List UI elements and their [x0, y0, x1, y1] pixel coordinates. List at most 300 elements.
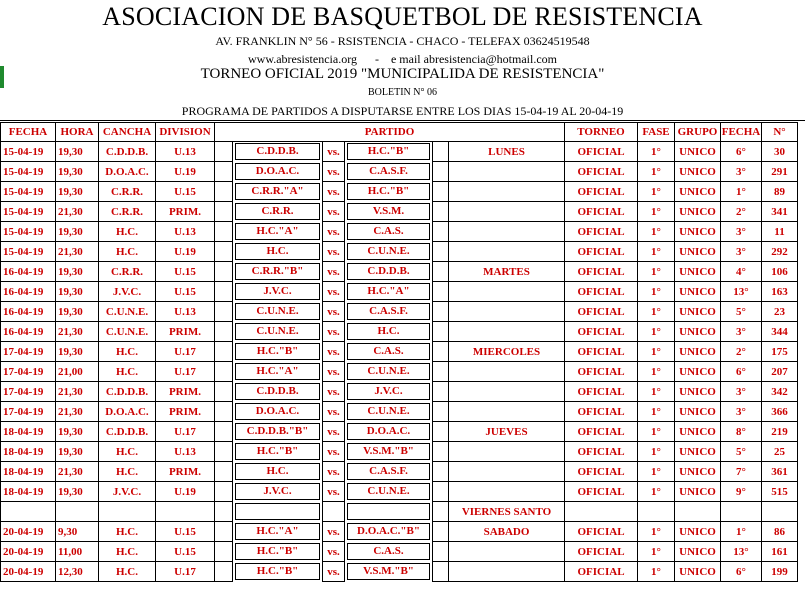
- cell-gap: [215, 382, 233, 402]
- cell-fecha-num: 3°: [721, 402, 762, 422]
- cell-local: [233, 462, 323, 482]
- cell-torneo: OFICIAL: [565, 522, 638, 542]
- cell-fecha-num: 2°: [721, 342, 762, 362]
- cell-fecha: 18-04-19: [1, 442, 56, 462]
- cell-grupo: UNICO: [675, 402, 721, 422]
- cell-division: U.13: [156, 222, 215, 242]
- col-division: DIVISION: [156, 123, 215, 142]
- cell-gap: [433, 362, 449, 382]
- cell-division: U.15: [156, 522, 215, 542]
- cell-fecha: 17-04-19: [1, 382, 56, 402]
- cell-division: U.17: [156, 362, 215, 382]
- cell-local: [233, 542, 323, 562]
- cell-hora: 21,00: [56, 362, 99, 382]
- cell-hora: 19,30: [56, 282, 99, 302]
- cell-torneo: OFICIAL: [565, 222, 638, 242]
- table-row: [1, 502, 798, 522]
- cell-gap: [433, 182, 449, 202]
- cell-cancha: J.V.C.: [99, 282, 156, 302]
- cell-local-text: H.C."B": [235, 563, 320, 580]
- table-row: [1, 282, 798, 302]
- cell-local-text: C.R.R."A": [235, 183, 320, 200]
- cell-numero: 23: [762, 302, 798, 322]
- cell-fase: 1°: [638, 422, 675, 442]
- cell-vs: vs.: [323, 342, 345, 362]
- table-row: [1, 362, 798, 382]
- cell-torneo: OFICIAL: [565, 162, 638, 182]
- cell-local-text: J.V.C.: [235, 283, 320, 300]
- cell-fecha-num: 5°: [721, 302, 762, 322]
- cell-visita-text: C.A.S.: [347, 543, 430, 560]
- table-row: [1, 562, 798, 582]
- cell-visita-text: C.U.N.E.: [347, 363, 430, 380]
- cell-fecha-num: 6°: [721, 562, 762, 582]
- cell-gap: [215, 342, 233, 362]
- cell-visita-text: C.A.S.F.: [347, 303, 430, 320]
- table-row: [1, 182, 798, 202]
- cell-gap: [215, 542, 233, 562]
- cell-fecha: 15-04-19: [1, 222, 56, 242]
- cell-division: U.19: [156, 242, 215, 262]
- cell-numero: 106: [762, 262, 798, 282]
- table-row: [1, 382, 798, 402]
- table-row: [1, 142, 798, 162]
- cell-local-text: C.U.N.E.: [235, 323, 320, 340]
- cell-hora: 21,30: [56, 382, 99, 402]
- cell-fecha-num: 6°: [721, 362, 762, 382]
- bulletin-number: BOLETIN N° 06: [368, 87, 437, 98]
- cell-hora: 19,30: [56, 162, 99, 182]
- cell-hora: 19,30: [56, 262, 99, 282]
- cell-gap: [215, 162, 233, 182]
- cell-local: [233, 402, 323, 422]
- cell-fase: 1°: [638, 462, 675, 482]
- cell-hora: 19,30: [56, 222, 99, 242]
- cell-fecha-num: 6°: [721, 142, 762, 162]
- cell-torneo: OFICIAL: [565, 142, 638, 162]
- cell-visita: [345, 142, 433, 162]
- cell-grupo: UNICO: [675, 222, 721, 242]
- cell-fecha: 16-04-19: [1, 322, 56, 342]
- table-row: [1, 422, 798, 442]
- cell-visita: [345, 542, 433, 562]
- cell-torneo: OFICIAL: [565, 362, 638, 382]
- cell-grupo: UNICO: [675, 322, 721, 342]
- cell-dia: SABADO: [449, 522, 565, 542]
- cell-local-text: C.R.R.: [235, 203, 320, 220]
- cell-division: U.13: [156, 142, 215, 162]
- cell-gap: [433, 162, 449, 182]
- cell-division: U.15: [156, 262, 215, 282]
- cell-vs: vs.: [323, 142, 345, 162]
- cell-fecha-num: 3°: [721, 162, 762, 182]
- cell-dia: [449, 182, 565, 202]
- cell-gap: [433, 302, 449, 322]
- cell-fase: 1°: [638, 202, 675, 222]
- cell-hora: 21,30: [56, 402, 99, 422]
- cell-hora: 19,30: [56, 142, 99, 162]
- cell-visita: [345, 362, 433, 382]
- cell-division: PRIM.: [156, 202, 215, 222]
- cell-grupo: UNICO: [675, 562, 721, 582]
- cell-division: U.19: [156, 482, 215, 502]
- cell-torneo: OFICIAL: [565, 242, 638, 262]
- cell-vs: vs.: [323, 242, 345, 262]
- cell-cancha: H.C.: [99, 342, 156, 362]
- cell-division: U.19: [156, 162, 215, 182]
- cell-gap: [215, 502, 233, 522]
- cell-visita: [345, 302, 433, 322]
- cell-fecha: 20-04-19: [1, 522, 56, 542]
- cell-grupo: UNICO: [675, 242, 721, 262]
- cell-torneo: OFICIAL: [565, 302, 638, 322]
- cell-local: [233, 222, 323, 242]
- cell-gap: [433, 462, 449, 482]
- cell-gap: [215, 562, 233, 582]
- table-row: [1, 302, 798, 322]
- cell-torneo: [565, 502, 638, 522]
- cell-numero: 361: [762, 462, 798, 482]
- cell-dia: [449, 462, 565, 482]
- cell-visita: [345, 222, 433, 242]
- cell-local: [233, 422, 323, 442]
- cell-fase: 1°: [638, 262, 675, 282]
- cell-gap: [433, 322, 449, 342]
- cell-hora: 21,30: [56, 322, 99, 342]
- cell-gap: [433, 522, 449, 542]
- cell-hora: 21,30: [56, 202, 99, 222]
- program-title: PROGRAMA DE PARTIDOS A DISPUTARSE ENTRE LOS DIAS 15-04-19 AL 20-04-19: [181, 104, 624, 118]
- col-fase: FASE: [638, 123, 675, 142]
- cell-grupo: UNICO: [675, 282, 721, 302]
- cell-cancha: D.O.A.C.: [99, 162, 156, 182]
- cell-gap: [433, 442, 449, 462]
- cell-vs: vs.: [323, 402, 345, 422]
- cell-dia: MARTES: [449, 262, 565, 282]
- cell-gap: [215, 362, 233, 382]
- cell-fecha: 18-04-19: [1, 482, 56, 502]
- cell-vs: vs.: [323, 302, 345, 322]
- cell-numero: 30: [762, 142, 798, 162]
- cell-grupo: UNICO: [675, 302, 721, 322]
- cell-local: [233, 262, 323, 282]
- cell-visita-text: C.U.N.E.: [347, 483, 430, 500]
- cell-local-text: C.R.R."B": [235, 263, 320, 280]
- cell-division: U.17: [156, 562, 215, 582]
- col-cancha: CANCHA: [99, 123, 156, 142]
- cell-local-text: H.C."A": [235, 223, 320, 240]
- cell-numero: 86: [762, 522, 798, 542]
- cell-fase: 1°: [638, 222, 675, 242]
- cell-visita-text: V.S.M."B": [347, 443, 430, 460]
- cell-visita: [345, 262, 433, 282]
- col-partido: PARTIDO: [215, 123, 565, 142]
- cell-local: [233, 182, 323, 202]
- cell-gap: [433, 142, 449, 162]
- cell-visita-text: C.U.N.E.: [347, 243, 430, 260]
- cell-visita: [345, 562, 433, 582]
- table-row: [1, 482, 798, 502]
- cell-vs: vs.: [323, 162, 345, 182]
- cell-gap: [215, 142, 233, 162]
- cell-fecha: 20-04-19: [1, 562, 56, 582]
- cell-local: [233, 282, 323, 302]
- cell-vs: vs.: [323, 462, 345, 482]
- header-divider: [0, 120, 805, 121]
- cell-fecha: 15-04-19: [1, 142, 56, 162]
- cell-fecha: 15-04-19: [1, 162, 56, 182]
- cell-hora: 19,30: [56, 482, 99, 502]
- table-row: [1, 162, 798, 182]
- website: www.abresistencia.org: [248, 52, 357, 66]
- cell-grupo: UNICO: [675, 162, 721, 182]
- table-row: [1, 322, 798, 342]
- cell-visita: [345, 462, 433, 482]
- cell-local-text: H.C."A": [235, 363, 320, 380]
- cell-fecha-num: 3°: [721, 222, 762, 242]
- cell-fecha: 15-04-19: [1, 242, 56, 262]
- cell-fase: 1°: [638, 542, 675, 562]
- cell-dia: VIERNES SANTO: [449, 502, 565, 522]
- cell-cancha: H.C.: [99, 362, 156, 382]
- cell-dia: [449, 362, 565, 382]
- cell-fase: 1°: [638, 482, 675, 502]
- table-row: [1, 202, 798, 222]
- table-header-row: [1, 123, 798, 142]
- cell-grupo: UNICO: [675, 462, 721, 482]
- cell-local: [233, 202, 323, 222]
- cell-visita-text: H.C."A": [347, 283, 430, 300]
- cell-visita: [345, 502, 433, 522]
- cell-local-text: J.V.C.: [235, 483, 320, 500]
- table-row: [1, 222, 798, 242]
- cell-local-text: H.C."B": [235, 443, 320, 460]
- cell-division: U.13: [156, 302, 215, 322]
- cell-visita-text: H.C.: [347, 323, 430, 340]
- cell-local-text: C.D.D.B."B": [235, 423, 320, 440]
- cell-local-text: H.C.: [235, 243, 320, 260]
- address-line: AV. FRANKLIN N° 56 - RSISTENCIA - CHACO - TELEFAX 03624519548: [215, 34, 590, 48]
- cell-visita: [345, 242, 433, 262]
- cell-hora: [56, 502, 99, 522]
- cell-cancha: C.U.N.E.: [99, 322, 156, 342]
- cell-dia: [449, 322, 565, 342]
- cell-vs: vs.: [323, 542, 345, 562]
- cell-fase: 1°: [638, 522, 675, 542]
- cell-vs: vs.: [323, 522, 345, 542]
- table-row: [1, 522, 798, 542]
- cell-visita-text: C.A.S.F.: [347, 163, 430, 180]
- cell-gap: [215, 322, 233, 342]
- cell-gap: [433, 542, 449, 562]
- cell-gap: [433, 242, 449, 262]
- cell-torneo: OFICIAL: [565, 262, 638, 282]
- table-row: [1, 342, 798, 362]
- table-row: [1, 262, 798, 282]
- cell-vs: vs.: [323, 482, 345, 502]
- cell-grupo: UNICO: [675, 442, 721, 462]
- cell-vs: vs.: [323, 382, 345, 402]
- cell-numero: 515: [762, 482, 798, 502]
- cell-visita: [345, 382, 433, 402]
- cell-gap: [215, 302, 233, 322]
- cell-fecha: [1, 502, 56, 522]
- cell-visita-text: C.D.D.B.: [347, 263, 430, 280]
- cell-numero: 89: [762, 182, 798, 202]
- cell-gap: [215, 442, 233, 462]
- cell-local-text: C.D.D.B.: [235, 383, 320, 400]
- cell-gap: [215, 422, 233, 442]
- cell-local: [233, 522, 323, 542]
- cell-fase: 1°: [638, 442, 675, 462]
- cell-vs: vs.: [323, 282, 345, 302]
- cell-numero: 163: [762, 282, 798, 302]
- cell-gap: [433, 222, 449, 242]
- cell-dia: [449, 302, 565, 322]
- cell-grupo: UNICO: [675, 422, 721, 442]
- cell-fecha-num: 9°: [721, 482, 762, 502]
- cell-division: U.17: [156, 422, 215, 442]
- cell-visita: [345, 422, 433, 442]
- cell-numero: 207: [762, 362, 798, 382]
- cell-cancha: C.U.N.E.: [99, 302, 156, 322]
- cell-local: [233, 242, 323, 262]
- cell-dia: [449, 222, 565, 242]
- table-row: [1, 442, 798, 462]
- document-title: ASOCIACION DE BASQUETBOL DE RESISTENCIA: [102, 2, 703, 31]
- cell-numero: 161: [762, 542, 798, 562]
- cell-fecha: 18-04-19: [1, 422, 56, 442]
- cell-local-text: H.C.: [235, 463, 320, 480]
- cell-fecha: 16-04-19: [1, 282, 56, 302]
- cell-gap: [433, 382, 449, 402]
- cell-gap: [215, 182, 233, 202]
- cell-dia: [449, 542, 565, 562]
- cell-local-text: D.O.A.C.: [235, 163, 320, 180]
- cell-numero: 342: [762, 382, 798, 402]
- cell-visita-text: J.V.C.: [347, 383, 430, 400]
- cell-cancha: C.R.R.: [99, 182, 156, 202]
- cell-cancha: C.R.R.: [99, 262, 156, 282]
- cell-local-text: H.C."B": [235, 543, 320, 560]
- cell-torneo: OFICIAL: [565, 282, 638, 302]
- cell-visita: [345, 442, 433, 462]
- cell-fecha-num: 3°: [721, 322, 762, 342]
- cell-visita: [345, 202, 433, 222]
- cell-local-text: C.U.N.E.: [235, 303, 320, 320]
- cell-local-text: [235, 503, 320, 520]
- cell-visita-text: D.O.A.C.: [347, 423, 430, 440]
- cell-torneo: OFICIAL: [565, 442, 638, 462]
- cell-dia: [449, 562, 565, 582]
- cell-torneo: OFICIAL: [565, 322, 638, 342]
- col-fecha-num: FECHA: [721, 123, 762, 142]
- cell-division: PRIM.: [156, 382, 215, 402]
- cell-vs: vs.: [323, 262, 345, 282]
- cell-division: PRIM.: [156, 322, 215, 342]
- cell-cancha: D.O.A.C.: [99, 402, 156, 422]
- cell-division: [156, 502, 215, 522]
- cell-fecha: 15-04-19: [1, 182, 56, 202]
- cell-fecha: 17-04-19: [1, 342, 56, 362]
- cell-vs: vs.: [323, 362, 345, 382]
- cell-visita: [345, 402, 433, 422]
- cell-fecha-num: 4°: [721, 262, 762, 282]
- email: e mail abresistencia@hotmail.com: [390, 52, 557, 66]
- cell-fecha: 16-04-19: [1, 262, 56, 282]
- cell-cancha: J.V.C.: [99, 482, 156, 502]
- cell-grupo: UNICO: [675, 262, 721, 282]
- cell-cancha: H.C.: [99, 522, 156, 542]
- cell-cancha: H.C.: [99, 442, 156, 462]
- cell-cancha: C.D.D.B.: [99, 382, 156, 402]
- cell-gap: [433, 402, 449, 422]
- cell-local-text: H.C."B": [235, 343, 320, 360]
- cell-vs: vs.: [323, 222, 345, 242]
- contact-line: [0, 52, 805, 67]
- cell-visita-text: V.S.M."B": [347, 563, 430, 580]
- cell-local: [233, 142, 323, 162]
- cell-fase: 1°: [638, 242, 675, 262]
- cell-vs: vs.: [323, 442, 345, 462]
- cell-fecha-num: 3°: [721, 382, 762, 402]
- cell-local: [233, 342, 323, 362]
- cell-fecha: 15-04-19: [1, 202, 56, 222]
- cell-torneo: OFICIAL: [565, 202, 638, 222]
- cell-fase: 1°: [638, 182, 675, 202]
- cell-visita: [345, 522, 433, 542]
- cell-dia: [449, 402, 565, 422]
- cell-dia: MIERCOLES: [449, 342, 565, 362]
- cell-hora: 9,30: [56, 522, 99, 542]
- cell-gap: [215, 282, 233, 302]
- cell-local-text: C.D.D.B.: [235, 143, 320, 160]
- col-numero: N°: [762, 123, 798, 142]
- cell-fase: 1°: [638, 142, 675, 162]
- cell-local-text: D.O.A.C.: [235, 403, 320, 420]
- cell-hora: 19,30: [56, 182, 99, 202]
- cell-fase: 1°: [638, 402, 675, 422]
- cell-visita-text: C.A.S.: [347, 343, 430, 360]
- cell-gap: [215, 482, 233, 502]
- cell-cancha: C.D.D.B.: [99, 422, 156, 442]
- col-fecha: FECHA: [1, 123, 56, 142]
- cell-numero: 219: [762, 422, 798, 442]
- table-row: [1, 242, 798, 262]
- cell-torneo: OFICIAL: [565, 482, 638, 502]
- cell-dia: [449, 242, 565, 262]
- cell-numero: 199: [762, 562, 798, 582]
- col-grupo: GRUPO: [675, 123, 721, 142]
- cell-dia: [449, 482, 565, 502]
- cell-fecha-num: 2°: [721, 202, 762, 222]
- cell-gap: [215, 242, 233, 262]
- cell-local: [233, 502, 323, 522]
- cell-gap: [215, 402, 233, 422]
- cell-hora: 12,30: [56, 562, 99, 582]
- cell-fecha: 16-04-19: [1, 302, 56, 322]
- cell-local: [233, 482, 323, 502]
- cell-grupo: UNICO: [675, 182, 721, 202]
- cell-gap: [433, 202, 449, 222]
- cell-gap: [215, 262, 233, 282]
- cell-fase: 1°: [638, 162, 675, 182]
- cell-division: U.15: [156, 542, 215, 562]
- cell-fecha-num: 8°: [721, 422, 762, 442]
- col-torneo: TORNEO: [565, 123, 638, 142]
- cell-fecha-num: 13°: [721, 542, 762, 562]
- cell-visita: [345, 282, 433, 302]
